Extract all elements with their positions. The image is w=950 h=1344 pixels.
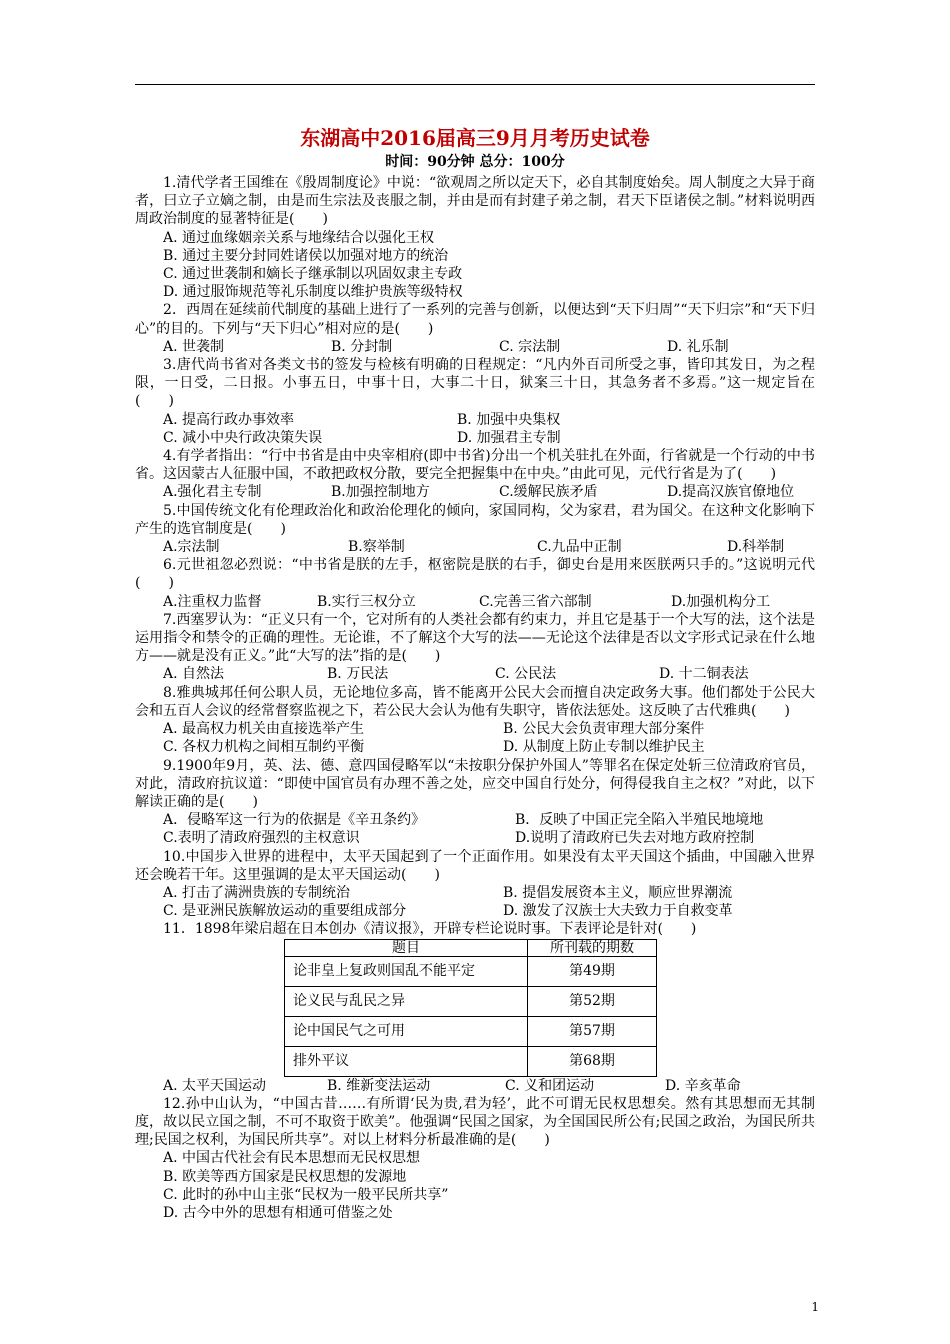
question-4-option-c: C.缓解民族矛盾 [499, 484, 598, 501]
question-7-option-d: D. 十二铜表法 [659, 666, 749, 683]
question-2-stem: 2．西周在延续前代制度的基础上进行了一系列的完善与创新，以便达到“天下归周”“天下归宗”和“天下归心”的目的。下列与“天下归心”相对应的是( ) [135, 302, 815, 337]
question-9-options-ab [135, 811, 815, 829]
question-10-option-a: A. 打击了满洲贵族的专制统治 [163, 884, 351, 901]
question-5-option-d: D.科举制 [727, 539, 785, 556]
question-9-option-b: B．反映了中国正完全陷入半殖民地境地 [515, 812, 764, 829]
question-3-option-b: B. 加强中央集权 [457, 411, 561, 428]
table-cell-issue: 第49期 [528, 956, 657, 986]
newspaper-table [284, 939, 657, 1077]
table-header-issue: 所刊载的期数 [528, 939, 657, 956]
question-3-option-c: C. 减小中央行政决策失误 [163, 429, 323, 446]
question-1-option-b: B. 通过主要分封同姓诸侯以加强对地方的统治 [163, 247, 449, 264]
question-1-option-c: C. 通过世袭制和嫡长子继承制以巩固奴隶主专政 [163, 266, 463, 283]
table-cell-issue: 第52期 [528, 986, 657, 1016]
question-6-option-d: D.加强机构分工 [671, 593, 771, 610]
question-7-option-a: A. 自然法 [163, 666, 225, 683]
table-row [285, 1016, 657, 1046]
exam-body [135, 174, 815, 1222]
question-1-option-a: A. 通过血缘姻亲关系与地缘结合以强化王权 [163, 229, 435, 246]
question-3-stem: 3.唐代尚书省对各类文书的签发与检核有明确的日程规定：“凡内外百司所受之事，皆印其发日，为之程限，一日受，二日报。小事五日，中事十日，大事二十日，狱案三十日，其急务者不多焉。”这一规定旨在( ) [135, 357, 815, 410]
question-8-option-d: D. 从制度上防止专制以维护民主 [503, 739, 705, 756]
question-1-option-d: D. 通过服饰规范等礼乐制度以维护贵族等级特权 [163, 284, 463, 301]
question-10-option-b: B. 提倡发展资本主义，顺应世界潮流 [503, 884, 733, 901]
question-2-options [135, 338, 815, 356]
header-rule [135, 84, 815, 85]
question-8-option-a: A. 最高权力机关由直接选举产生 [163, 721, 365, 738]
question-4-option-b: B.加强控制地方 [331, 484, 430, 501]
table-cell-title: 排外平议 [285, 1046, 528, 1076]
question-6-stem: 6.元世祖忽必烈说：“中书省是朕的左手，枢密院是朕的右手，御史台是用来医朕两只手的。”这说明元代( ) [135, 557, 815, 592]
question-11-stem: 11．1898年梁启超在日本创办《清议报》，开辟专栏论说时事。下表评论是针对( ) [163, 921, 697, 938]
question-7-option-b: B. 万民法 [327, 666, 389, 683]
table-cell-issue: 第68期 [528, 1046, 657, 1076]
question-5-option-c: C.九品中正制 [537, 539, 622, 556]
table-header [285, 939, 657, 956]
question-3-options-ab [135, 411, 815, 429]
question-11-option-b: B. 维新变法运动 [327, 1077, 431, 1094]
question-12-stem: 12.孙中山认为，“中国古昔……有所谓‘民为贵,君为轻’，此不可谓无民权思想矣。然有其思想而无其制度，故以民立国之制，不可不取资于欧美”。他强调“民国之国家，为全国国民所公有;民国之政治，为国民所共理;民国之权利，为国民所共享”。对以上材料分析最准确的是( ) [135, 1095, 815, 1149]
question-5-option-b: B.察举制 [348, 539, 405, 556]
question-3-option-d: D. 加强君主专制 [457, 429, 561, 446]
question-8-option-c: C. 各权力机构之间相互制约平衡 [163, 739, 365, 756]
question-3-options-cd [135, 429, 815, 447]
question-9-stem: 9.1900年9月，英、法、德、意四国侵略军以“未按职分保护外国人”等罪名在保定处斩三位清政府官员，对此，清政府抗议道：“即使中国官员有办理不善之处，应交中国自行处分，何得侵我自主之权？”对此，以下解读正确的是( ) [135, 757, 815, 810]
table-header-title: 题目 [285, 939, 528, 956]
question-9-option-a: A．侵略军这一行为的依据是《辛丑条约》 [163, 812, 426, 829]
question-4-option-a: A.强化君主专制 [163, 484, 262, 501]
question-2-option-a: A. 世袭制 [163, 338, 225, 355]
question-7-option-c: C. 公民法 [495, 666, 557, 683]
question-8-options-cd [135, 738, 815, 756]
question-11-option-c: C. 义和团运动 [505, 1077, 595, 1094]
question-7-options [135, 665, 815, 683]
question-9-option-c: C.表明了清政府强烈的主权意识 [163, 830, 360, 847]
page-title: 东湖高中2016届高三9月月考历史试卷 [300, 126, 650, 150]
question-3-option-a: A. 提高行政办事效率 [163, 411, 295, 428]
question-8-option-b: B. 公民大会负责审理大部分案件 [503, 721, 705, 738]
table-cell-title: 论中国民气之可用 [285, 1016, 528, 1046]
question-10-stem: 10.中国步入世界的进程中，太平天国起到了一个正面作用。如果没有太平天国这个插曲，中国融入世界还会晚若干年。这里强调的是太平天国运动( ) [135, 848, 815, 883]
question-4-stem: 4.有学者指出：“行中书省是由中央宰相府(即中书省)分出一个机关驻扎在外面，行省就是一个行动的中书省。这因蒙古人征服中国，不敢把政权分散，要完全把握集中在中央。”由此可见，元代行省是为了( ) [135, 448, 815, 483]
question-11-option-d: D. 辛亥革命 [665, 1077, 741, 1094]
question-5-options [135, 538, 815, 556]
question-9-option-d: D.说明了清政府已失去对地方政府控制 [515, 830, 755, 847]
question-6-option-a: A.注重权力监督 [163, 593, 262, 610]
question-7-stem: 7.西塞罗认为：“正义只有一个，它对所有的人类社会都有约束力，并且它是基于一个大写的法，这个法是运用指令和禁令的正确的理性。无论谁，不了解这个大写的法——无论这个法律是否以文字形式记录在什么地方——就是没有正义。”此“大写的法”指的是( ) [135, 611, 815, 665]
question-8-options-ab [135, 720, 815, 738]
question-2-option-d: D. 礼乐制 [667, 338, 729, 355]
question-6-option-c: C.完善三省六部制 [479, 593, 592, 610]
question-2-option-b: B. 分封制 [331, 338, 393, 355]
page-number: 1 [811, 1300, 819, 1314]
table-cell-issue: 第57期 [528, 1016, 657, 1046]
question-10-options-cd [135, 902, 815, 920]
table-cell-title: 论非皇上复政则国乱不能平定 [285, 956, 528, 986]
question-4-option-d: D.提高汉族官僚地位 [667, 484, 795, 501]
question-12-option-a: A. 中国古代社会有民本思想而无民权思想 [163, 1150, 421, 1167]
question-8-stem: 8.雅典城邦任何公职人员，无论地位多高，皆不能离开公民大会而擅自决定政务大事。他们都处于公民大会和五百人会议的经常督察监视之下，若公民大会认为他有失职守，皆依法惩处。这反映了古代雅典( ) [135, 684, 815, 719]
question-6-options [135, 593, 815, 611]
question-6-option-b: B.实行三权分立 [317, 593, 416, 610]
table-row [285, 956, 657, 986]
table-cell-title: 论义民与乱民之异 [285, 986, 528, 1016]
question-12-option-d: D. 古今中外的思想有相通可借鉴之处 [163, 1204, 393, 1221]
question-10-option-d: D. 激发了汉族士大夫致力于自救变革 [503, 903, 733, 920]
question-2-option-c: C. 宗法制 [499, 338, 561, 355]
question-10-option-c: C. 是亚洲民族解放运动的重要组成部分 [163, 903, 407, 920]
question-5-option-a: A.宗法制 [163, 539, 220, 556]
table-row [285, 986, 657, 1016]
question-5-stem: 5.中国传统文化有伦理政治化和政治伦理化的倾向，家国同构，父为家君，君为国父。在这种文化影响下产生的选官制度是( ) [135, 502, 815, 537]
question-12-option-b: B. 欧美等西方国家是民权思想的发源地 [163, 1168, 407, 1185]
question-12-option-c: C. 此时的孙中山主张“民权为一般平民所共享” [163, 1186, 449, 1203]
question-11-option-a: A. 太平天国运动 [163, 1077, 267, 1094]
table-row [285, 1046, 657, 1076]
question-4-options [135, 483, 815, 501]
question-9-options-cd [135, 829, 815, 847]
question-1-stem: 1.清代学者王国维在《殷周制度论》中说：“欲观周之所以定天下，必自其制度始矣。周人制度之大异于商者，曰立子立嫡之制，由是而生宗法及丧服之制，并由是而有封建子弟之制，君天下臣诸侯之制。”材料说明西周政治制度的显著特征是( ) [135, 175, 815, 228]
exam-info: 时间：90分钟 总分：100分 [385, 154, 565, 170]
question-11-options [135, 1077, 815, 1095]
question-10-options-ab [135, 884, 815, 902]
